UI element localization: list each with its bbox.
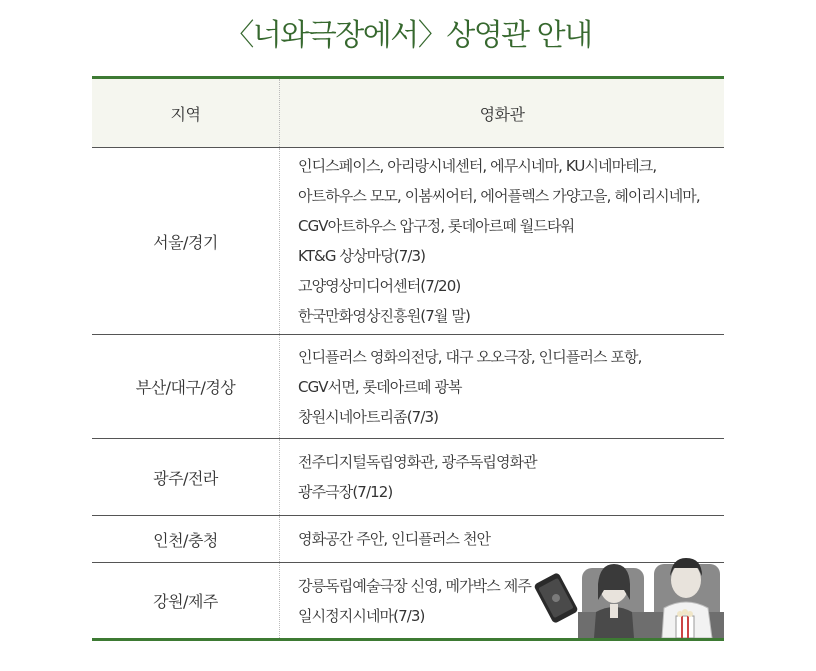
header-region: 지역 — [92, 79, 280, 147]
theaters-cell — [280, 335, 724, 438]
theater-line: 한국만화영상진흥원(7월 말) — [298, 307, 470, 325]
theater-line: CGV아트하우스 압구정, 롯데아르떼 월드타워 — [298, 217, 575, 235]
theater-line: 인디스페이스, 아리랑시네센터, 에무시네마, KU시네마테크, — [298, 157, 657, 175]
table-row — [92, 148, 724, 335]
theater-line: 일시정지시네마(7/3) — [298, 606, 425, 625]
theater-line: 영화공간 주안, 인디플러스 천안 — [298, 530, 491, 548]
table-row — [92, 439, 724, 516]
region-cell: 인천/충청 — [92, 516, 280, 562]
region-cell: 부산/대구/경상 — [92, 335, 280, 438]
theater-line: 고양영상미디어센터(7/20) — [298, 277, 461, 295]
region-cell: 서울/경기 — [92, 148, 280, 334]
theater-line: CGV서면, 롯데아르떼 광복 — [298, 377, 462, 396]
theater-line: 전주디지털독립영화관, 광주독립영화관 — [298, 453, 537, 471]
theaters-cell — [280, 439, 724, 515]
page-title: 〈너와극장에서〉상영관 안내 — [224, 18, 592, 53]
region-cell: 광주/전라 — [92, 439, 280, 515]
table-header — [92, 79, 724, 148]
theater-line: 아트하우스 모모, 이봄씨어터, 에어플렉스 가양고을, 헤이리시네마, — [298, 187, 700, 205]
table-row — [92, 563, 724, 638]
table-row — [92, 335, 724, 439]
header-theaters: 영화관 — [479, 104, 525, 124]
theater-line: KT&G 상상마당(7/3) — [298, 247, 426, 265]
theaters-cell — [280, 148, 724, 334]
theater-line: 강릉독립예술극장 신영, 메가박스 제주 — [298, 576, 531, 595]
theater-line: 인디플러스 영화의전당, 대구 오오극장, 인디플러스 포항, — [298, 347, 642, 366]
theater-line: 창원시네아트리좀(7/3) — [298, 407, 439, 426]
theater-line: 광주극장(7/12) — [298, 483, 393, 501]
moviegoers-illustration-icon — [534, 550, 724, 638]
theater-table — [92, 76, 724, 641]
region-cell: 강원/제주 — [92, 563, 280, 638]
